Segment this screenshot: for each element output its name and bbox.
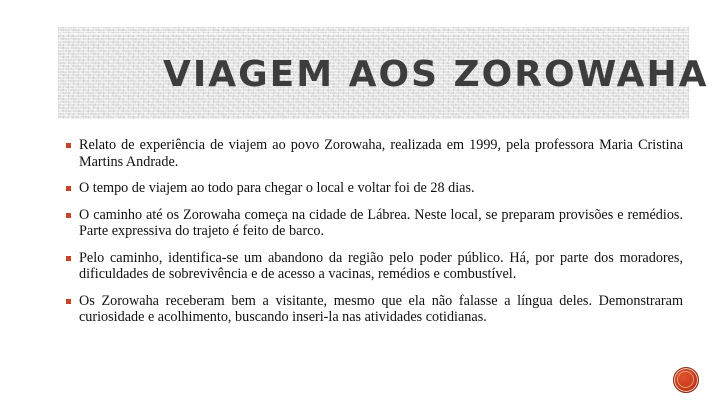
circle-button-ring (677, 371, 694, 388)
bullet-text: Os Zorowaha receberam bem a visitante, mesmo que ela não falasse a língua deles. Demonstraram curiosidade e acolhimento, buscando inseri-la nas atividades cotidianas. (79, 292, 683, 325)
square-bullet-icon (66, 299, 71, 304)
bullet-text: O tempo de viajem ao todo para chegar o local e voltar foi de 28 dias. (79, 180, 475, 196)
list-item (66, 250, 683, 283)
bullet-text: O caminho até os Zorowaha começa na cidade de Lábrea. Neste local, se preparam provisões e remédios. Parte expressiva do trajeto é feito de barco. (79, 206, 683, 239)
circle-button-icon[interactable] (673, 367, 699, 393)
bullet-text: Relato de experiência de viajem ao povo Zorowaha, realizada em 1999, pela professora Maria Cristina Martins Andrade. (79, 137, 683, 170)
list-item (66, 207, 683, 240)
square-bullet-icon (66, 143, 71, 148)
square-bullet-icon (66, 256, 71, 261)
bullet-text: Pelo caminho, identifica-se um abandono da região pelo poder público. Há, por parte dos moradores, dificuldades de sobrevivência e de acesso a vacinas, remédios e combustível. (79, 249, 683, 282)
slide-content-list (66, 137, 683, 336)
list-item (66, 137, 683, 170)
title-band (58, 27, 709, 119)
square-bullet-icon (66, 213, 71, 218)
list-item (66, 293, 683, 326)
square-bullet-icon (66, 186, 71, 191)
slide-title: VIAGEM AOS ZOROWAHA (163, 54, 709, 95)
title-band-highlight (58, 33, 689, 34)
list-item (66, 180, 683, 197)
